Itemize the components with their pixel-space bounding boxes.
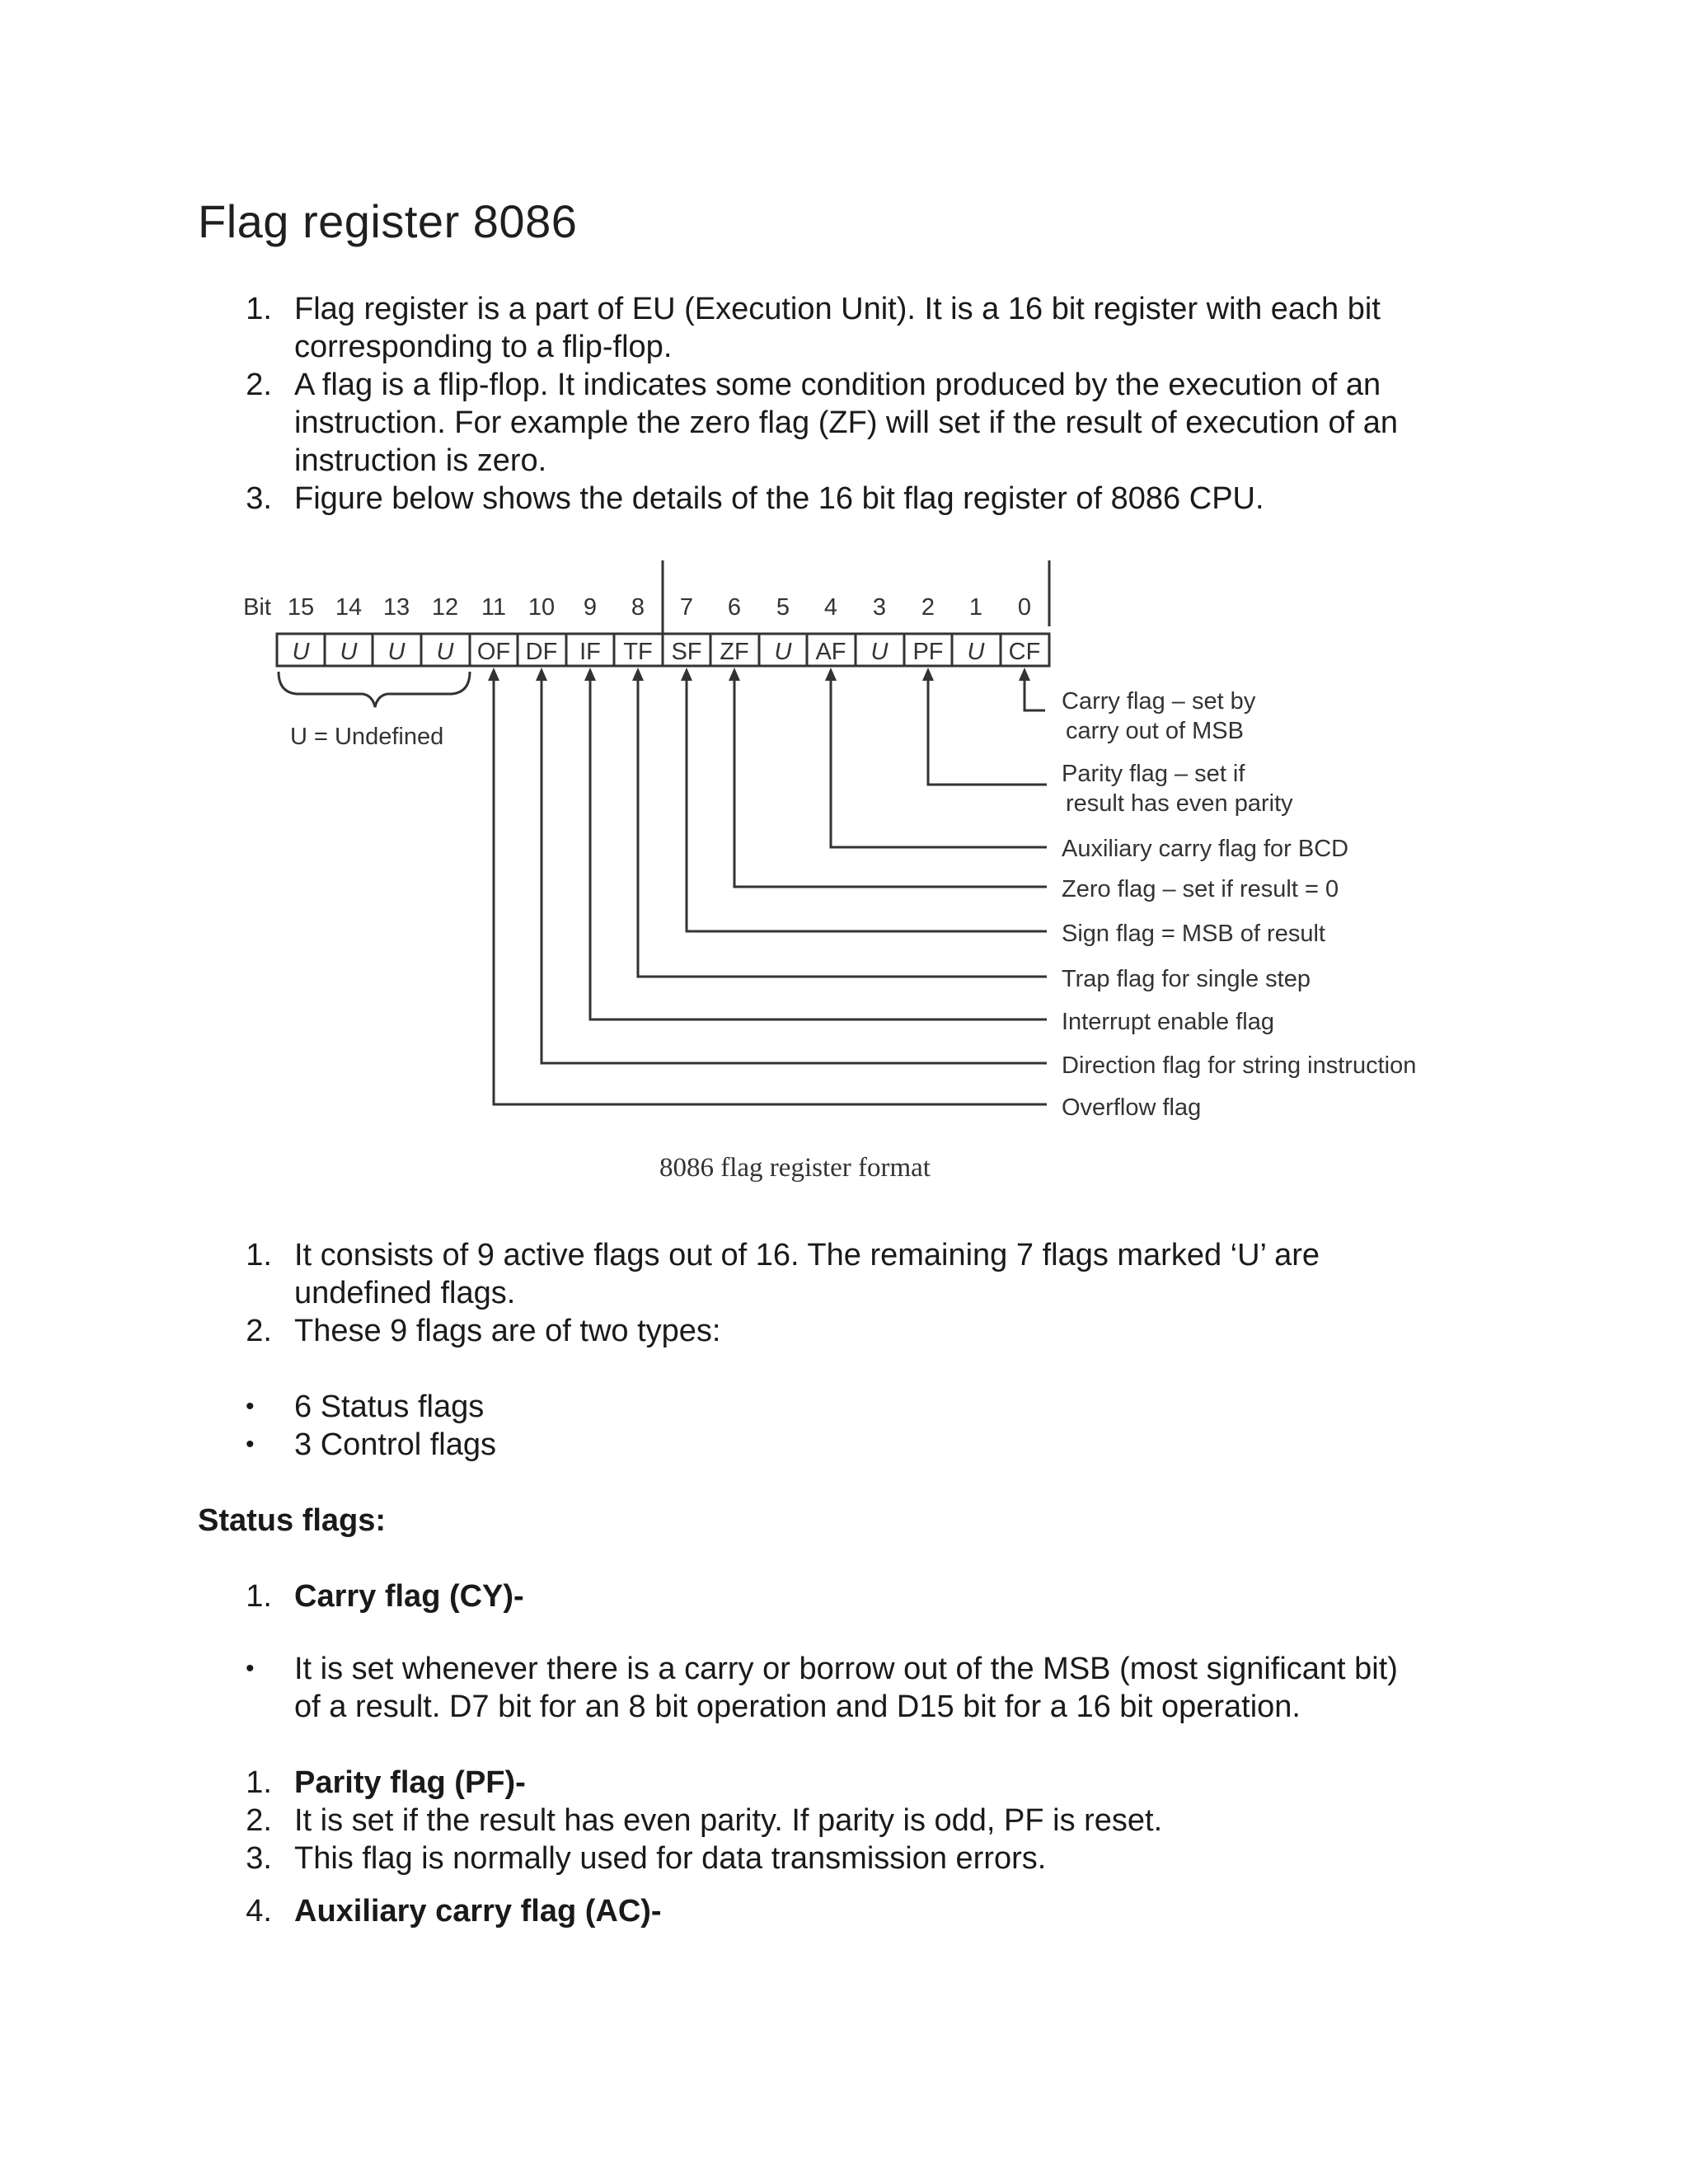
list-number: 2. — [246, 1803, 272, 1838]
flag-description: Zero flag – set if result = 0 — [1062, 876, 1339, 902]
list-item-text: undefined flags. — [294, 1276, 516, 1310]
register-cell: U — [292, 639, 310, 665]
bit-number: 14 — [335, 594, 363, 621]
bit-number: 9 — [583, 594, 598, 621]
register-cell: U — [340, 639, 358, 665]
register-cell: SF — [671, 639, 702, 665]
bullet-dot: • — [246, 1431, 255, 1458]
list-item-text: A flag is a flip-flop. It indicates some condition produced by the execution of an — [294, 368, 1381, 402]
register-cell: U — [967, 639, 985, 665]
flag-description: carry out of MSB — [1066, 718, 1244, 744]
list-number: 4. — [246, 1894, 272, 1929]
list-number: 1. — [246, 1765, 272, 1800]
register-cell: AF — [815, 639, 846, 665]
bit-number: 13 — [382, 594, 410, 621]
list-number: 3. — [246, 481, 272, 516]
bit-number: 2 — [921, 594, 935, 621]
register-cell: OF — [476, 639, 511, 665]
list-item-text: instruction is zero. — [294, 443, 547, 478]
bit-number: 3 — [872, 594, 887, 621]
bullet-text: 3 Control flags — [294, 1427, 497, 1462]
list-number: 1. — [246, 292, 272, 326]
list-item-text: instruction. For example the zero flag (ZF) will set if the result of execution of an — [294, 405, 1399, 440]
flag-description: Sign flag = MSB of result — [1062, 921, 1325, 947]
undefined-label: U = Undefined — [290, 724, 444, 750]
flag-description: Parity flag – set if — [1062, 761, 1245, 787]
bit-number: 11 — [481, 594, 507, 621]
bit-number: 5 — [776, 594, 790, 621]
register-cells — [293, 639, 1041, 665]
bit-number: 1 — [968, 594, 983, 621]
carry-flag-heading: Carry flag (CY)- — [294, 1579, 524, 1614]
register-cell: TF — [623, 639, 653, 665]
flag-description: Auxiliary carry flag for BCD — [1062, 836, 1349, 862]
list-item-text: Flag register is a part of EU (Execution Unit). It is a 16 bit register with each bit — [294, 292, 1381, 326]
list-number: 3. — [246, 1841, 272, 1876]
register-cell: PF — [912, 639, 944, 665]
register-cell: ZF — [720, 639, 749, 665]
bit-label: Bit — [243, 594, 271, 621]
connector-lines — [494, 676, 1047, 1104]
register-cell: DF — [525, 639, 558, 665]
bullet-text: It is set whenever there is a carry or borrow out of the MSB (most significant bit) — [294, 1652, 1398, 1686]
arrowheads — [488, 668, 1030, 681]
list-item-text: It is set if the result has even parity. If parity is odd, PF is reset. — [294, 1803, 1163, 1838]
page-title: Flag register 8086 — [198, 195, 578, 247]
list-number: 2. — [246, 1314, 272, 1348]
list-item-text: It consists of 9 active flags out of 16. The remaining 7 flags marked ‘U’ are — [294, 1238, 1320, 1272]
bit-number: 0 — [1017, 594, 1032, 621]
bit-number: 15 — [287, 594, 315, 621]
figure-caption: 8086 flag register format — [659, 1153, 931, 1183]
flag-description: Interrupt enable flag — [1062, 1009, 1274, 1035]
bit-number: 7 — [679, 594, 694, 621]
bit-number-labels — [243, 594, 1031, 621]
section-heading: Status flags: — [198, 1503, 387, 1538]
list-number: 1. — [246, 1238, 272, 1272]
flag-description: Overflow flag — [1062, 1094, 1202, 1121]
list-item-text: Figure below shows the details of the 16 bit flag register of 8086 CPU. — [294, 481, 1264, 516]
list-number: 2. — [246, 368, 272, 402]
bullet-text: 6 Status flags — [294, 1390, 485, 1424]
register-cell: U — [774, 639, 792, 665]
auxiliary-carry-heading: Auxiliary carry flag (AC)- — [294, 1894, 662, 1929]
bit-number: 12 — [431, 594, 459, 621]
parity-flag-heading: Parity flag (PF)- — [294, 1765, 526, 1800]
bit-number: 6 — [727, 594, 742, 621]
list-item-text: This flag is normally used for data transmission errors. — [294, 1841, 1047, 1876]
register-cell: IF — [579, 639, 601, 665]
bullet-text: of a result. D7 bit for an 8 bit operation and D15 bit for a 16 bit operation. — [294, 1690, 1301, 1724]
bullet-dot: • — [246, 1655, 255, 1682]
bit-number: 10 — [528, 594, 556, 621]
flag-description: Trap flag for single step — [1062, 966, 1311, 992]
undefined-brace — [279, 672, 470, 707]
register-cell: U — [387, 639, 406, 665]
flag-description: result has even parity — [1066, 790, 1293, 817]
flag-description: Direction flag for string instruction — [1062, 1052, 1417, 1079]
list-item-text: These 9 flags are of two types: — [294, 1314, 721, 1348]
cell-dividers — [325, 634, 1001, 666]
list-item-text: corresponding to a flip-flop. — [294, 330, 673, 364]
bit-number: 4 — [823, 594, 838, 621]
flag-descriptions — [1062, 688, 1416, 1121]
register-cell: U — [436, 639, 454, 665]
bullet-dot: • — [246, 1393, 255, 1420]
bit-number: 8 — [631, 594, 645, 621]
list-number: 1. — [246, 1579, 272, 1614]
register-cell: CF — [1008, 639, 1041, 665]
flag-description: Carry flag – set by — [1062, 688, 1256, 715]
register-cell: U — [870, 639, 889, 665]
